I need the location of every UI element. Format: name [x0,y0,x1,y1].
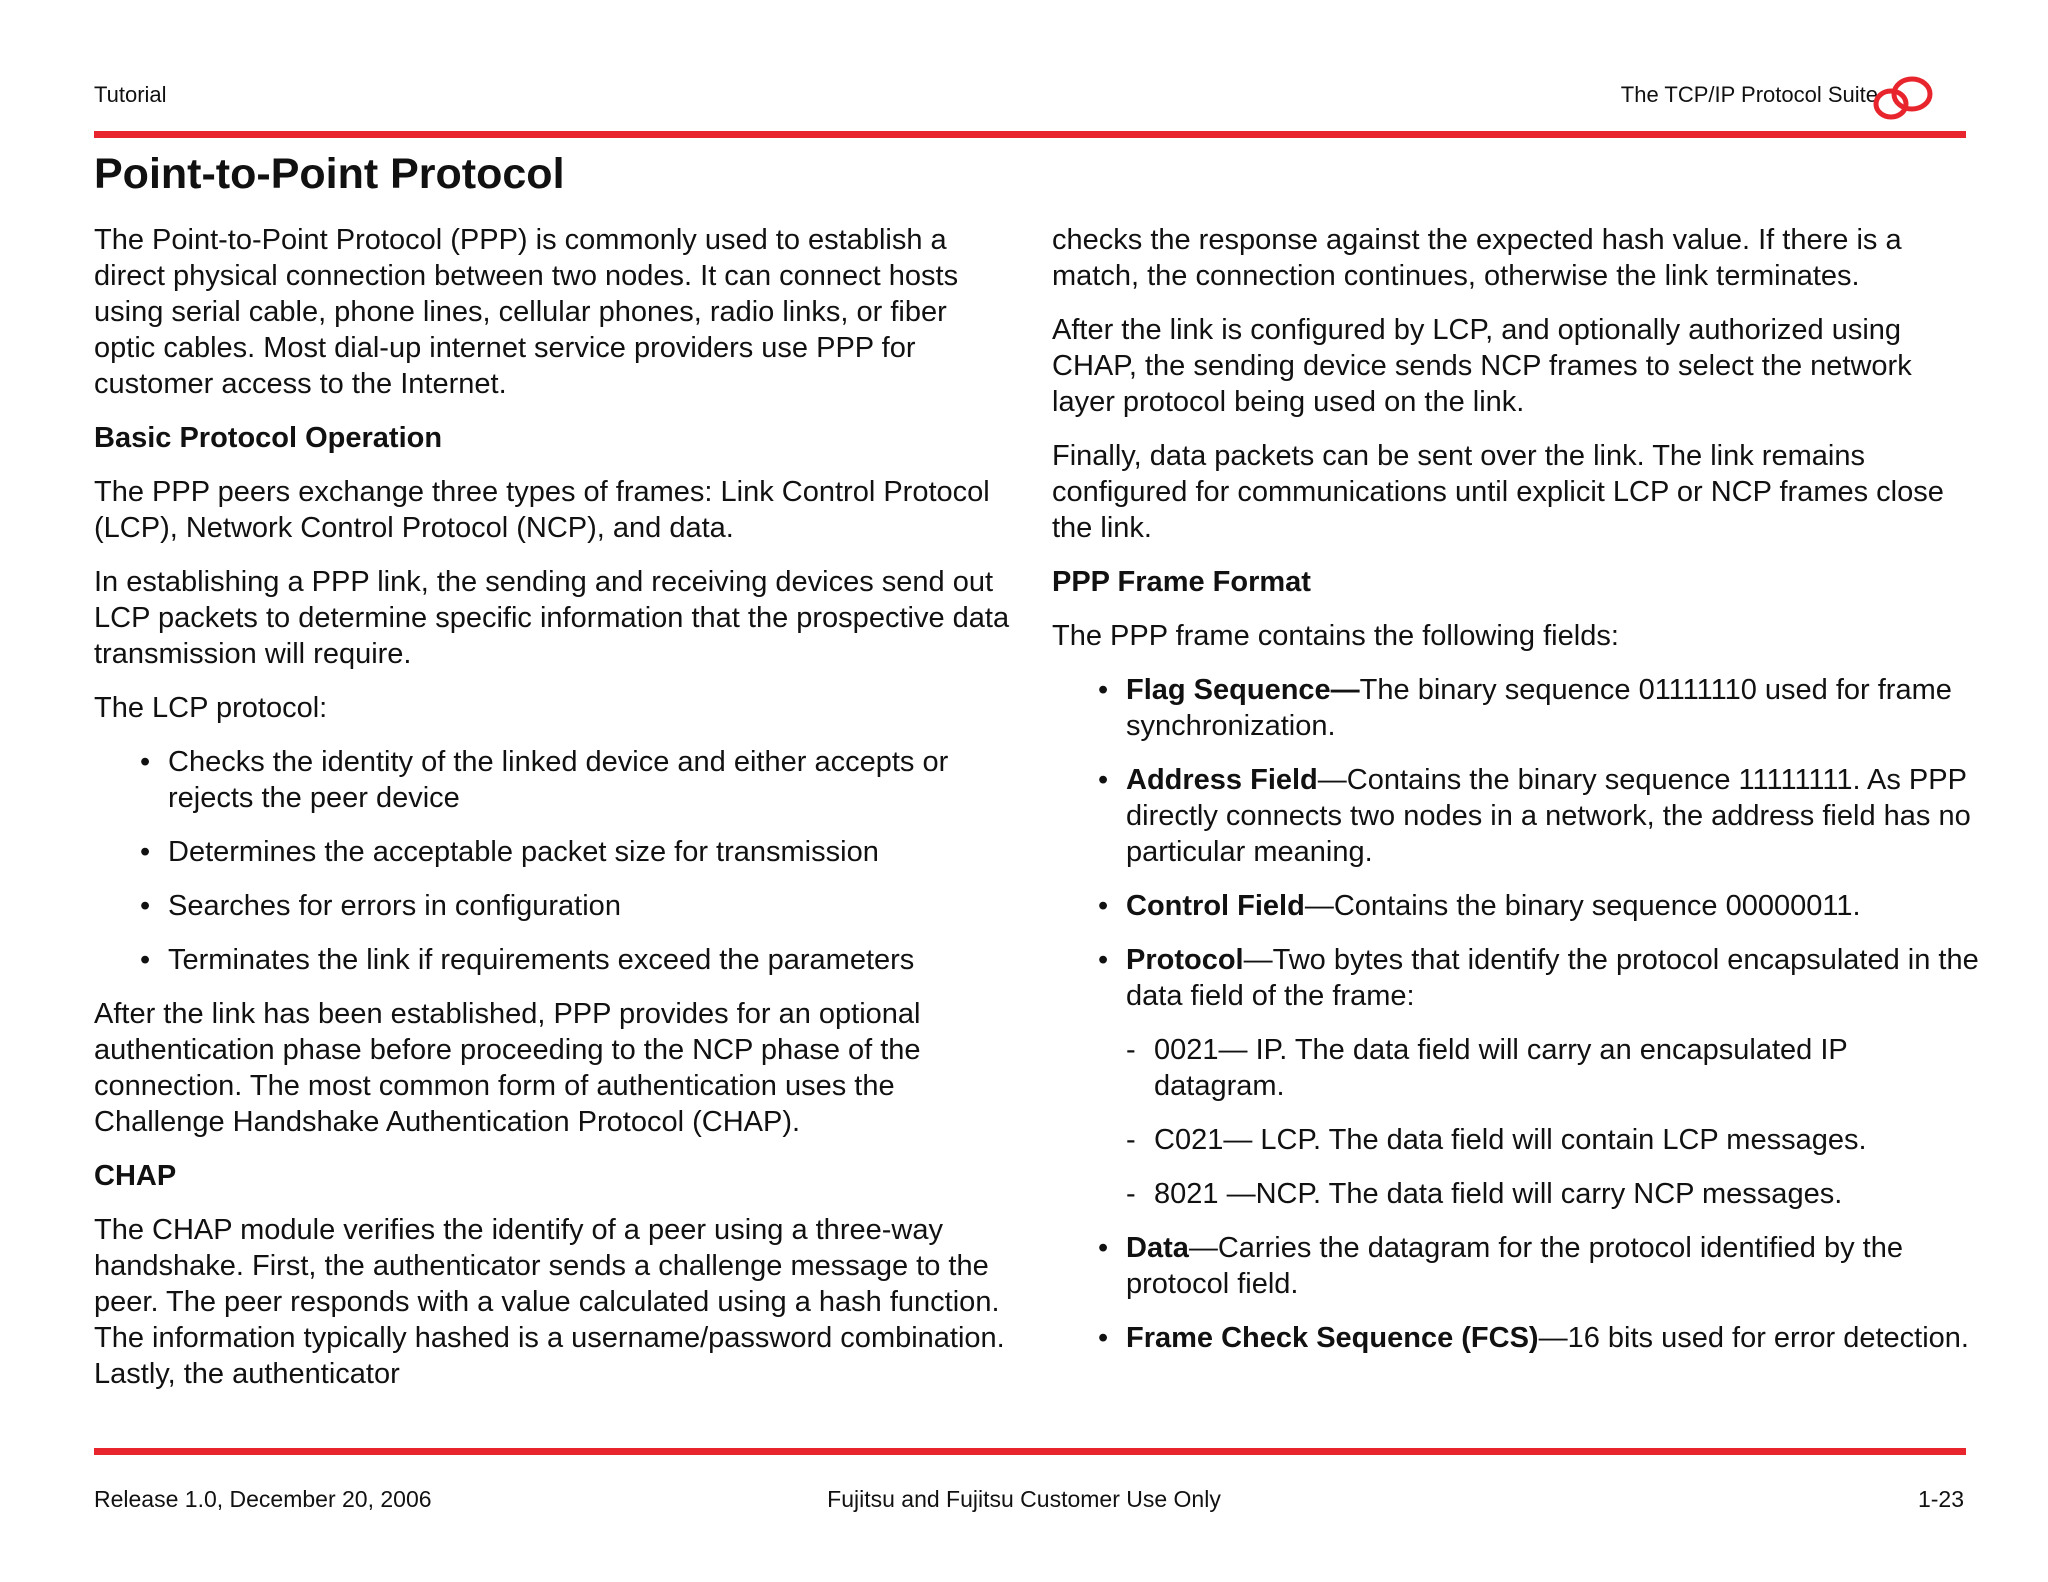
list-item: • Determines the acceptable packet size for transmission [94,834,1014,870]
final-paragraph: Finally, data packets can be sent over the link. The link remains configured for communications until explicit LCP or NCP frames close the link. [1052,440,1944,544]
field-term: Flag Sequence— [1126,674,1360,706]
heading-frame-format: PPP Frame Format [1052,566,1311,598]
left-column [94,222,1014,1410]
footer-divider [94,1448,1966,1455]
header-document-title: The TCP/IP Protocol Suite [1620,82,1878,107]
footer-release: Release 1.0, December 20, 2006 [94,1486,432,1512]
field-fcs [1052,1320,1982,1356]
field-term: Frame Check Sequence (FCS) [1126,1322,1539,1354]
field-protocol [1052,942,1982,1212]
field-control [1052,888,1982,924]
header-section-label: Tutorial [94,82,167,107]
list-item: - C021— LCP. The data field will contain LCP messages. [1126,1122,1982,1158]
header-divider [94,131,1966,138]
field-term: Data [1126,1232,1189,1264]
protocol-values-list [1126,1032,1982,1212]
list-item: - 8021 —NCP. The data field will carry NCP messages. [1126,1176,1982,1212]
ncp-paragraph: After the link is configured by LCP, and optionally authorized using CHAP, the sending device sends NCP frames to select the network layer protocol being used on the link. [1052,314,1912,418]
list-item: • Terminates the link if requirements exceed the parameters [94,942,1014,978]
fields-intro-paragraph: The PPP frame contains the following fields: [1052,620,1619,652]
list-item: - 0021— IP. The data field will carry an encapsulated IP datagram. [1126,1032,1982,1104]
field-term: Control Field [1126,890,1305,922]
lcp-intro-paragraph: The LCP protocol: [94,692,328,724]
field-term: Address Field [1126,764,1318,796]
field-description: —Contains the binary sequence 00000011. [1304,890,1861,922]
field-address [1052,762,1982,870]
field-description: The binary sequence 01111110 used for frame synchronization. [1126,674,1952,742]
chap-paragraph: The CHAP module verifies the identify of a peer using a three-way handshake. First, the authenticator sends a challenge message to the peer. The peer responds with a value calculated using a hash function. The information typically hashed is a username/password combination. Lastly, the authenticator [94,1214,1005,1390]
field-term: Protocol [1126,944,1244,976]
footer-confidentiality: Fujitsu and Fujitsu Customer Use Only [827,1486,1221,1512]
field-description: —Two bytes that identify the protocol encapsulated in the data field of the frame: [1126,944,1979,1012]
fujitsu-infinity-logo-icon [1872,74,1934,122]
page-title: Point-to-Point Protocol [94,150,565,198]
field-description: —16 bits used for error detection. [1538,1322,1969,1354]
field-description: —Carries the datagram for the protocol identified by the protocol field. [1126,1232,1903,1300]
right-column [1052,222,1982,1374]
list-item: • Checks the identity of the linked device and either accepts or rejects the peer device [94,744,1014,816]
field-description: —Contains the binary sequence 11111111. As PPP directly connects two nodes in a network, the address field has no particular meaning. [1126,764,1971,868]
list-item: • Searches for errors in configuration [94,888,1014,924]
frames-paragraph: The PPP peers exchange three types of frames: Link Control Protocol (LCP), Network Control Protocol (NCP), and data. [94,476,990,544]
page-number: 1-23 [1917,1486,1964,1512]
frame-fields-list [1052,672,1982,1356]
establish-paragraph: In establishing a PPP link, the sending and receiving devices send out LCP packets to determine specific information that the prospective data transmission will require. [94,566,1010,670]
intro-paragraph: The Point-to-Point Protocol (PPP) is commonly used to establish a direct physical connection between two nodes. It can connect hosts using serial cable, phone lines, cellular phones, radio links, or fiber optic cables. Most dial-up internet service providers use PPP for customer access to the Internet. [94,224,959,400]
chap-continued-paragraph: checks the response against the expected hash value. If there is a match, the connection continues, otherwise the link terminates. [1052,224,1902,292]
field-flag-sequence [1052,672,1982,744]
lcp-bullet-list [94,744,1014,978]
heading-basic-operation: Basic Protocol Operation [94,422,443,454]
heading-chap: CHAP [94,1160,177,1192]
field-data [1052,1230,1982,1302]
authentication-paragraph: After the link has been established, PPP provides for an optional authentication phase before proceeding to the NCP phase of the connection. The most common form of authentication uses the Challenge Handshake Authentication Protocol (CHAP). [94,998,921,1138]
